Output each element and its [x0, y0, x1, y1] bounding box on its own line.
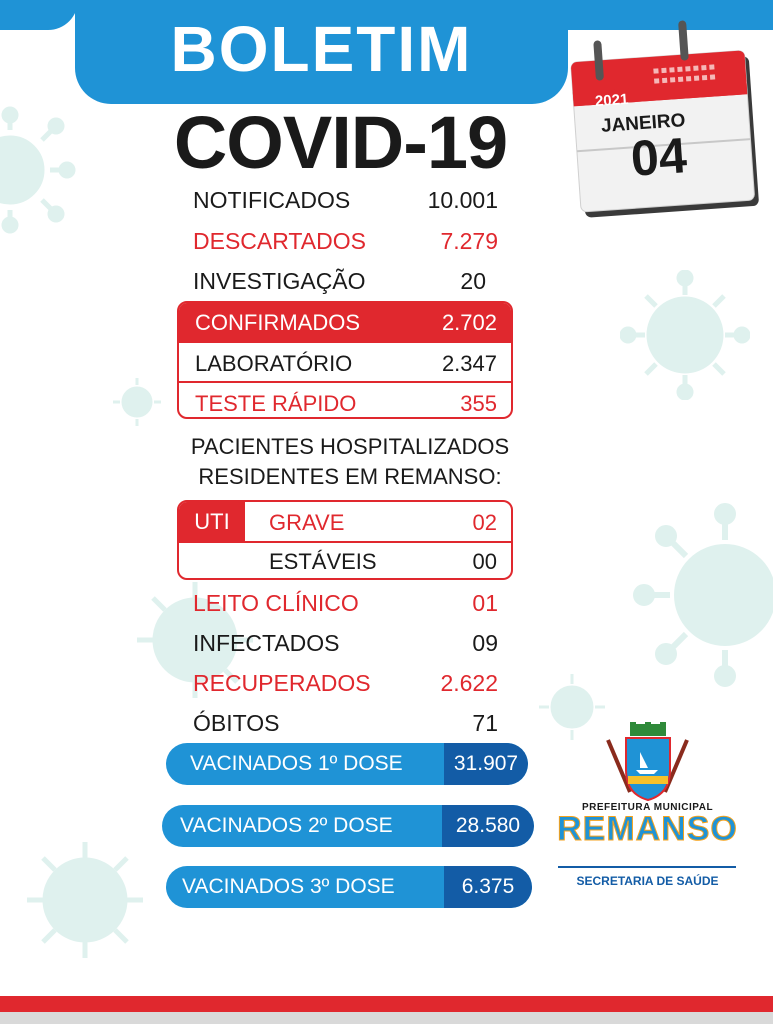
stat-label: NOTIFICADOS — [193, 187, 351, 213]
virus-decoration-icon — [535, 670, 610, 745]
stat-row-descartados — [193, 224, 498, 258]
stat-label: ÓBITOS — [193, 710, 280, 736]
stat-row-infectados — [193, 626, 498, 660]
stat-row-notificados — [193, 183, 498, 217]
stat-row-leito-clinico — [193, 586, 498, 620]
estaveis-label: ESTÁVEIS — [269, 549, 377, 574]
logo-name: REMANSO — [557, 810, 738, 848]
stat-label: DESCARTADOS — [193, 228, 366, 254]
virus-decoration-icon — [15, 830, 155, 970]
banner-wing-left — [0, 0, 78, 30]
stat-value: 71 — [472, 710, 498, 736]
vaccination-label: VACINADOS 1º DOSE — [190, 752, 403, 775]
stat-row-investigacao — [193, 264, 498, 298]
stat-value: 2.622 — [440, 670, 498, 696]
calendar-year: 2021 — [594, 90, 629, 111]
grave-value: 02 — [472, 510, 497, 535]
stat-row-recuperados — [193, 666, 498, 700]
stat-label: INFECTADOS — [193, 630, 340, 656]
stat-label: LEITO CLÍNICO — [193, 590, 359, 616]
vaccination-value: 31.907 — [444, 743, 528, 785]
grave-label: GRAVE — [269, 510, 345, 535]
divider — [179, 381, 511, 383]
vaccination-value: 6.375 — [444, 866, 532, 908]
vaccination-dose3-pill — [166, 866, 532, 908]
vaccination-label: VACINADOS 2º DOSE — [180, 814, 393, 837]
lab-value: 2.347 — [441, 351, 497, 376]
stat-value: 01 — [472, 590, 498, 616]
stat-row-obitos — [193, 706, 498, 740]
logo-secretaria: SECRETARIA DE SAÚDE — [576, 874, 719, 888]
coat-of-arms-icon — [600, 722, 695, 804]
uti-box — [177, 500, 513, 580]
stat-label: RECUPERADOS — [193, 670, 371, 696]
hospitalized-title-line2: RESIDENTES EM REMANSO: — [198, 464, 502, 489]
virus-decoration-icon — [620, 270, 750, 400]
confirmed-box — [177, 301, 513, 419]
calendar-month: JANEIRO — [600, 110, 687, 137]
bottom-stripe-shadow — [0, 1012, 773, 1024]
lab-label: LABORATÓRIO — [195, 351, 353, 376]
rapid-test-value: 355 — [460, 391, 497, 416]
divider — [179, 341, 511, 343]
page-title: COVID-19 — [173, 101, 508, 184]
calendar-day: 04 — [629, 127, 689, 187]
logo-divider — [558, 866, 736, 868]
virus-decoration-icon — [110, 375, 165, 430]
vaccination-dose2-pill — [162, 805, 534, 847]
virus-decoration-icon — [0, 95, 90, 245]
rapid-test-label: TESTE RÁPIDO — [195, 391, 357, 416]
virus-decoration-icon — [630, 500, 773, 690]
confirmed-value: 2.702 — [441, 310, 497, 335]
bottom-stripe — [0, 996, 773, 1012]
stat-label: INVESTIGAÇÃO — [193, 268, 366, 294]
stat-value: 10.001 — [427, 187, 498, 213]
hospitalized-title — [160, 432, 540, 492]
divider — [179, 541, 511, 543]
uti-tag: UTI — [179, 502, 245, 542]
stat-value: 09 — [472, 630, 498, 656]
calendar-icon — [565, 16, 765, 226]
vaccination-label: VACINADOS 3º DOSE — [182, 875, 395, 898]
banner-title: BOLETIM — [170, 13, 473, 85]
vaccination-dose1-pill — [166, 743, 528, 785]
stat-value: 20 — [460, 268, 486, 294]
confirmed-label: CONFIRMADOS — [195, 310, 360, 335]
logo-prefeitura: PREFEITURA MUNICIPAL — [581, 802, 714, 813]
estaveis-value: 00 — [472, 549, 497, 574]
vaccination-value: 28.580 — [442, 805, 534, 847]
stat-value: 7.279 — [440, 228, 498, 254]
hospitalized-title-line1: PACIENTES HOSPITALIZADOS — [190, 434, 510, 459]
